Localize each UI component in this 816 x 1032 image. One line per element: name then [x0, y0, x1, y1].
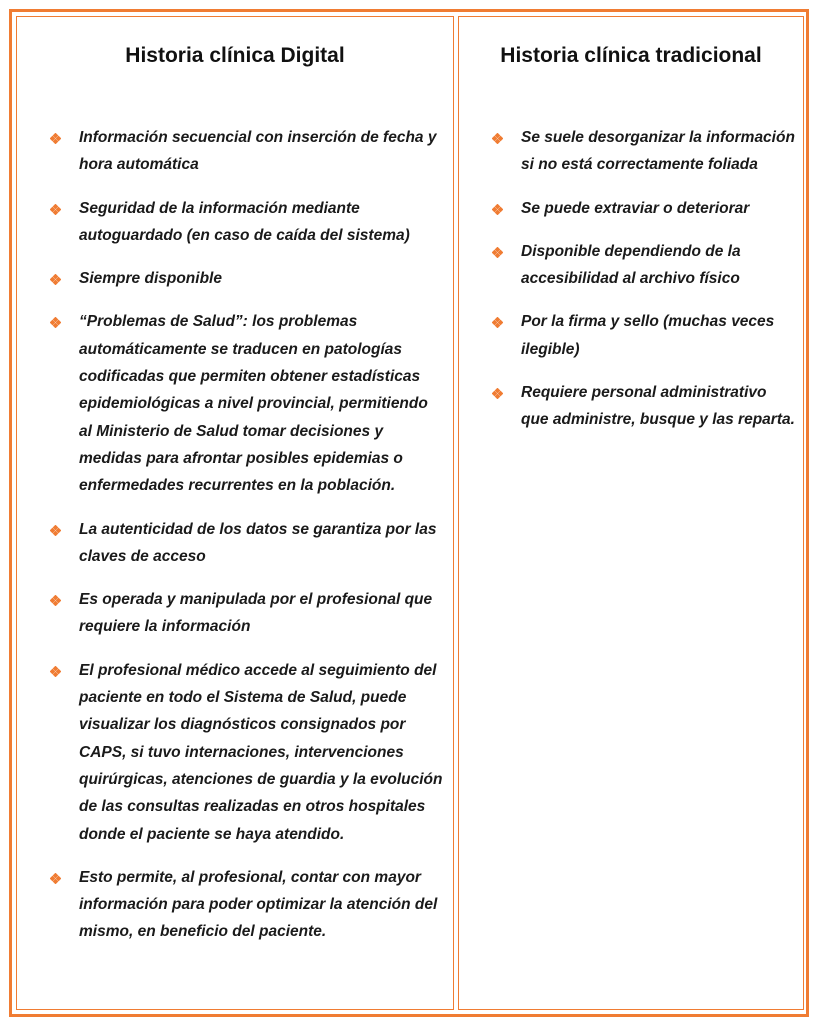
- orange-diamond-bullet-icon: [492, 204, 503, 215]
- orange-diamond-bullet-icon: [50, 274, 61, 285]
- orange-diamond-bullet-icon: [50, 204, 61, 215]
- comparison-table: [9, 9, 809, 1017]
- item-text: Es operada y manipulada por el profesional que requiere la información: [79, 591, 433, 636]
- digital-feature-list: [50, 124, 445, 962]
- list-item: [492, 238, 797, 293]
- item-text: Requiere personal administrativo que administre, busque y las reparta.: [521, 384, 795, 429]
- item-text-emphasis: “Problemas de Salud”: [79, 313, 243, 331]
- digital-column-title: Historia clínica Digital: [125, 44, 345, 67]
- traditional-column-title: Historia clínica tradicional: [500, 44, 762, 67]
- orange-diamond-bullet-icon: [50, 133, 61, 144]
- orange-diamond-bullet-icon: [492, 388, 503, 399]
- list-item: [492, 195, 797, 222]
- item-text: Esto permite, al profesional, contar con mayor información para poder optimizar la atención del mismo, en beneficio del paciente.: [79, 868, 438, 941]
- item-text-emphasis: Sistema de Salud: [223, 689, 353, 707]
- list-item: [492, 124, 797, 179]
- item-text: Se puede extraviar o deteriorar: [521, 199, 750, 217]
- orange-diamond-bullet-icon: [50, 317, 61, 328]
- item-text: : los problemas automáticamente se traducen en patologías codificadas que permiten obtener estadísticas epidemiológicas a nivel provincial, permitiendo al Ministerio de Salud tomar decisiones y medidas para afrontar posibles epidemias o enfermedades recurrentes en la población.: [79, 313, 428, 495]
- orange-diamond-bullet-icon: [492, 317, 503, 328]
- item-text: Por la firma y sello (muchas veces ilegible): [521, 313, 775, 358]
- list-item: [50, 864, 445, 946]
- list-item: [50, 308, 445, 499]
- orange-diamond-bullet-icon: [492, 133, 503, 144]
- orange-diamond-bullet-icon: [50, 666, 61, 677]
- list-item: [50, 195, 445, 250]
- orange-diamond-bullet-icon: [50, 873, 61, 884]
- list-item: [50, 124, 445, 179]
- list-item: [492, 308, 797, 363]
- list-item: [50, 265, 445, 292]
- list-item: [50, 516, 445, 571]
- traditional-column: [458, 16, 804, 1010]
- orange-diamond-bullet-icon: [50, 595, 61, 606]
- digital-column: [16, 16, 454, 1010]
- list-item: [492, 379, 797, 434]
- orange-diamond-bullet-icon: [492, 247, 503, 258]
- item-text: , puede visualizar los diagnósticos consignados por CAPS, si tuvo internaciones, intervenciones quirúrgicas, atenciones de guardia y la evolución de las consultas realizadas en otros hospitales donde el paciente se haya atendido.: [79, 689, 443, 843]
- list-item: [50, 586, 445, 641]
- item-text: Seguridad de la información mediante autoguardado (en caso de caída del sistema): [79, 199, 410, 244]
- orange-diamond-bullet-icon: [50, 525, 61, 536]
- item-text: Se suele desorganizar la información si no está correctamente foliada: [521, 129, 795, 174]
- traditional-feature-list: [492, 124, 797, 450]
- item-text: La autenticidad de los datos se garantiza por las claves de acceso: [79, 520, 437, 565]
- list-item: [50, 657, 445, 848]
- item-text: Siempre disponible: [79, 270, 222, 288]
- item-text: Información secuencial con inserción de fecha y hora automática: [79, 129, 437, 174]
- item-text: Disponible dependiendo de la accesibilidad al archivo físico: [521, 242, 741, 288]
- item-text: El profesional médico accede al seguimiento del paciente en todo el: [79, 661, 437, 707]
